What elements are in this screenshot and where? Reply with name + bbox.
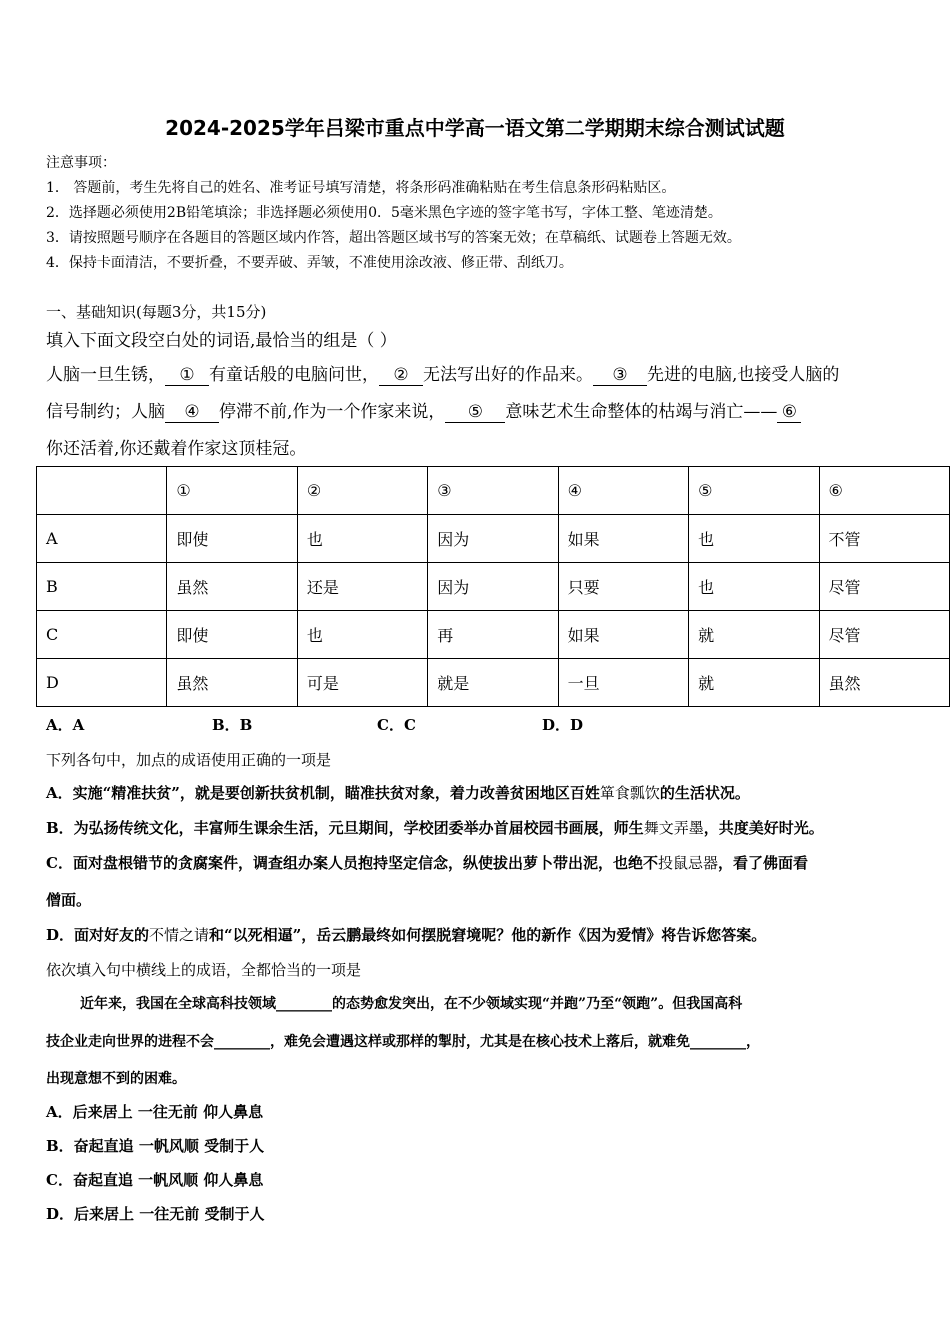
blank-1: ① <box>165 365 209 386</box>
table-cell: ③ <box>428 467 558 515</box>
table-cell: 虽然 <box>167 563 297 611</box>
q2-option-c-cont: 僧面。 <box>46 891 92 909</box>
question-3-stem: 依次填入句中横线上的成语，全都恰当的一项是 <box>46 961 362 979</box>
table-row <box>37 563 950 611</box>
table-cell: 也 <box>689 563 819 611</box>
passage-line-1 <box>46 360 839 386</box>
notice-item-3: 3．请按照题号顺序在各题目的答题区域内作答，超出答题区域书写的答案无效；在草稿纸、试题卷上答题无效。 <box>46 230 741 246</box>
notice-item-2: 2．选择题必须使用2B铅笔填涂；非选择题必须使用0．5毫米黑色字迹的签字笔书写，字体工整、笔迹清楚。 <box>46 205 722 221</box>
table-cell: 可是 <box>297 659 427 707</box>
blank-6: ⑥ <box>777 402 801 423</box>
table-row <box>37 611 950 659</box>
idiom-text: 不情之请 <box>149 926 210 944</box>
passage-text: 先进的电脑,也接受人脑的 <box>647 365 840 385</box>
option-text: ，看了佛面看 <box>717 854 808 872</box>
table-cell: 虽然 <box>167 659 297 707</box>
q1-option-d: D．D <box>542 716 584 734</box>
q3-option-b: B．奋起直追 一帆风顺 受制于人 <box>46 1137 265 1155</box>
table-cell: 因为 <box>428 515 558 563</box>
q3-option-a: A．后来居上 一往无前 仰人鼻息 <box>46 1103 264 1121</box>
table-row <box>37 659 950 707</box>
table-cell: 就 <box>689 659 819 707</box>
table-cell: 不管 <box>819 515 949 563</box>
table-cell: 尽管 <box>819 611 949 659</box>
option-text: 和“以死相逼”，岳云鹏最终如何摆脱窘境呢？他的新作《因为爱情》将告诉您答案。 <box>209 926 767 944</box>
passage-text: 有童话般的电脑问世， <box>209 365 379 385</box>
table-cell: ⑥ <box>819 467 949 515</box>
q2-option-a <box>46 782 750 803</box>
option-text: 的生活状况。 <box>659 784 750 802</box>
option-text: C．面对盘根错节的贪腐案件，调查组办案人员抱持坚定信念，纵使拔出萝卜带出泥，也绝不 <box>46 854 658 872</box>
table-cell: 只要 <box>558 563 688 611</box>
blank-3: ③ <box>593 365 647 386</box>
passage-line-2 <box>46 397 801 423</box>
table-cell: 再 <box>428 611 558 659</box>
option-text: ，共度美好时光。 <box>703 819 824 837</box>
table-cell: ① <box>167 467 297 515</box>
page-title: 2024-2025学年吕梁市重点中学高一语文第二学期期末综合测试试题 <box>165 116 785 140</box>
blank-4: ④ <box>165 402 219 423</box>
option-text: D．面对好友的 <box>46 926 150 944</box>
idiom-text: 投鼠忌器 <box>657 854 718 872</box>
q3-passage-line-3: 出现意想不到的困难。 <box>46 1071 186 1087</box>
table-cell: 也 <box>689 515 819 563</box>
table-cell: D <box>37 659 167 707</box>
option-text: B．为弘扬传统文化，丰富师生课余生活，元旦期间，学校团委举办首届校园书画展，师生 <box>46 819 644 837</box>
notice-item-1: 1． 答题前，考生先将自己的姓名、准考证号填写清楚，将条形码准确粘贴在考生信息条形码粘贴区。 <box>46 180 676 196</box>
notice-heading: 注意事项： <box>46 155 116 171</box>
table-cell: 因为 <box>428 563 558 611</box>
table-cell: 如果 <box>558 515 688 563</box>
q1-option-a: A．A <box>46 716 85 734</box>
q1-option-c: C．C <box>377 716 416 734</box>
table-cell: ④ <box>558 467 688 515</box>
passage-text: 意味艺术生命整体的枯竭与消亡—— <box>505 402 778 422</box>
table-cell: ⑤ <box>689 467 819 515</box>
table-cell: 一旦 <box>558 659 688 707</box>
table-row <box>37 515 950 563</box>
table-cell: C <box>37 611 167 659</box>
passage-text: 停滞不前,作为一个作家来说， <box>219 402 446 422</box>
passage-text: 信号制约；人脑 <box>46 402 165 422</box>
table-cell <box>37 467 167 515</box>
table-cell: 还是 <box>297 563 427 611</box>
table-cell: 尽管 <box>819 563 949 611</box>
passage-line-3: 你还活着,你还戴着作家这顶桂冠。 <box>46 439 307 459</box>
table-cell: 就 <box>689 611 819 659</box>
q1-option-b: B．B <box>212 716 253 734</box>
question-1-stem: 填入下面文段空白处的词语,最恰当的组是（ ） <box>46 331 397 351</box>
table-cell: B <box>37 563 167 611</box>
option-text: A．实施“精准扶贫”，就是要创新扶贫机制，瞄准扶贫对象，着力改善贫困地区百姓 <box>46 784 600 802</box>
table-cell: 就是 <box>428 659 558 707</box>
q3-option-d: D．后来居上 一往无前 受制于人 <box>46 1205 265 1223</box>
answer-table <box>36 466 950 707</box>
table-cell: 如果 <box>558 611 688 659</box>
idiom-text: 箪食瓢饮 <box>599 784 660 802</box>
table-cell: 即使 <box>167 515 297 563</box>
q3-passage-line-1: 近年来，我国在全球高科技领域________的态势愈发突出，在不少领域实现“并跑”乃至“领跑”。但我国高科 <box>80 996 743 1012</box>
blank-2: ② <box>379 365 423 386</box>
q2-option-b <box>46 817 824 838</box>
passage-text: 人脑一旦生锈， <box>46 365 165 385</box>
table-cell: 虽然 <box>819 659 949 707</box>
notice-item-4: 4．保持卡面清洁，不要折叠，不要弄破、弄皱，不准使用涂改液、修正带、刮纸刀。 <box>46 255 573 271</box>
idiom-text: 舞文弄墨 <box>643 819 704 837</box>
passage-text: 无法写出好的作品来。 <box>423 365 593 385</box>
q3-passage-line-2: 技企业走向世界的进程不会________，难免会遭遇这样或那样的掣肘，尤其是在核心技术上落后，就难免________， <box>46 1034 760 1050</box>
q2-option-c <box>46 852 808 873</box>
q2-option-d <box>46 924 766 945</box>
section-heading: 一、基础知识(每题3分，共15分) <box>46 303 267 321</box>
table-cell: 即使 <box>167 611 297 659</box>
table-cell: 也 <box>297 611 427 659</box>
table-cell: ② <box>297 467 427 515</box>
question-2-stem: 下列各句中，加点的成语使用正确的一项是 <box>46 751 332 769</box>
q3-option-c: C．奋起直追 一帆风顺 仰人鼻息 <box>46 1171 264 1189</box>
blank-5: ⑤ <box>445 402 505 423</box>
table-cell: 也 <box>297 515 427 563</box>
table-cell: A <box>37 515 167 563</box>
table-header-row <box>37 467 950 515</box>
